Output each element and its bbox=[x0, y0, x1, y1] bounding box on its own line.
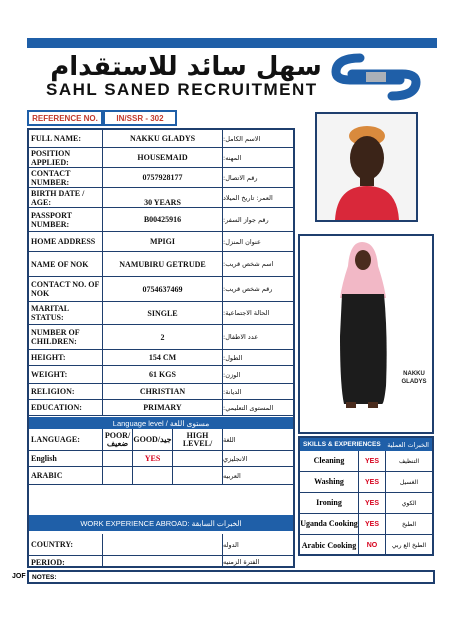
reference-label: REFERENCE NO. bbox=[27, 110, 103, 126]
info-value: NAMUBIRU GETRUDE bbox=[103, 252, 223, 276]
info-label: HEIGHT: bbox=[29, 350, 103, 365]
level-poor-value bbox=[103, 451, 133, 466]
info-label: RELIGION: bbox=[29, 384, 103, 399]
skills-header-ar: الخبرات العملية bbox=[387, 440, 429, 449]
info-value: B00425916 bbox=[103, 208, 223, 231]
info-label-ar: الديانة: bbox=[223, 387, 242, 396]
info-label: EDUCATION: bbox=[29, 400, 103, 415]
work-value bbox=[103, 534, 223, 555]
notes-box bbox=[27, 570, 435, 584]
skill-name: Ironing bbox=[300, 493, 359, 513]
info-row-6 bbox=[29, 252, 293, 277]
info-label: CONTACT NUMBER: bbox=[29, 168, 103, 187]
info-label-ar: رقم جواز السفر: bbox=[223, 215, 269, 224]
language-header-row bbox=[29, 429, 293, 451]
skill-row bbox=[300, 451, 432, 472]
info-row-0 bbox=[29, 130, 293, 148]
company-header bbox=[40, 50, 432, 106]
info-label: NUMBER OF CHILDREN: bbox=[29, 325, 103, 349]
info-row-2 bbox=[29, 168, 293, 188]
full-body-image bbox=[300, 236, 432, 432]
info-label-ar: المهنه: bbox=[223, 153, 242, 162]
info-label-ar: عدد الاطفال: bbox=[223, 333, 259, 341]
level-high-value bbox=[173, 451, 223, 466]
info-label-ar: المستوى التعليمي: bbox=[223, 403, 274, 412]
info-value: 61 KGS bbox=[103, 366, 223, 383]
skill-name: Arabic Cooking bbox=[300, 535, 359, 556]
info-value: 0754637469 bbox=[103, 277, 223, 301]
skill-row bbox=[300, 493, 432, 514]
info-value: PRIMARY bbox=[103, 400, 223, 415]
jof-label: JOF bbox=[12, 573, 26, 580]
info-value: 154 CM bbox=[103, 350, 223, 365]
skill-name-ar: الطبخ الع ربي bbox=[391, 542, 427, 549]
language-levels-arabic bbox=[103, 467, 223, 484]
info-label: HOME ADDRESS bbox=[29, 232, 103, 251]
skill-value: YES bbox=[359, 514, 386, 534]
info-label: BIRTH DATE / AGE: bbox=[29, 188, 103, 207]
skills-header-en: SKILLS & EXPERIENCES bbox=[303, 441, 381, 448]
work-label-ar: الدوله bbox=[223, 540, 239, 549]
skill-name: Cleaning bbox=[300, 451, 359, 471]
info-label-ar: الوزن: bbox=[223, 370, 241, 379]
language-name: ARABIC bbox=[29, 467, 103, 484]
info-row-1 bbox=[29, 148, 293, 168]
skills-table bbox=[298, 436, 434, 556]
info-label: FULL NAME: bbox=[29, 130, 103, 147]
full-body-photo bbox=[298, 234, 434, 434]
skills-header bbox=[300, 438, 432, 451]
work-row-period bbox=[29, 556, 293, 568]
info-label-ar: الطول: bbox=[223, 353, 243, 362]
language-name: English bbox=[29, 451, 103, 466]
skill-value: YES bbox=[359, 472, 386, 492]
level-poor-value bbox=[103, 467, 133, 484]
skill-name-ar: الطبخ bbox=[401, 520, 417, 528]
skill-value: NO bbox=[359, 535, 386, 556]
skill-row bbox=[300, 535, 432, 556]
info-label: PASSPORT NUMBER: bbox=[29, 208, 103, 231]
info-label-ar: عنوان المنزل: bbox=[223, 237, 261, 246]
language-name-ar: الانجليزي bbox=[223, 454, 248, 463]
skill-name-ar: الكوي bbox=[401, 499, 417, 507]
skill-name-ar: الغسيل bbox=[399, 478, 419, 486]
info-value: MPIGI bbox=[103, 232, 223, 251]
level-high-value bbox=[173, 467, 223, 484]
skill-row bbox=[300, 514, 432, 535]
language-band: Language level / مستوى اللغة bbox=[29, 417, 293, 429]
info-label: NAME OF NOK bbox=[29, 252, 103, 276]
info-row-3 bbox=[29, 188, 293, 208]
language-label-ar: اللغة bbox=[223, 435, 236, 444]
info-row-9 bbox=[29, 325, 293, 350]
skill-name-ar: التنظيف bbox=[398, 457, 420, 465]
skill-name: Washing bbox=[300, 472, 359, 492]
language-name-ar: العربيه bbox=[223, 471, 241, 480]
level-good: GOOD/جيد bbox=[133, 429, 173, 450]
language-label: LANGUAGE: bbox=[29, 429, 103, 450]
language-levels bbox=[103, 429, 223, 450]
info-label-ar: رقم الاتصال: bbox=[223, 173, 258, 182]
info-value: 30 YEARS bbox=[103, 188, 223, 207]
info-row-11 bbox=[29, 366, 293, 384]
photo-caption: NAKKU GLADYS bbox=[401, 371, 427, 385]
info-row-5 bbox=[29, 232, 293, 252]
company-logo-icon bbox=[330, 50, 422, 104]
info-label: WEIGHT: bbox=[29, 366, 103, 383]
reference-value: IN/SSR - 302 bbox=[103, 110, 177, 126]
skill-value: YES bbox=[359, 451, 386, 471]
work-label: COUNTRY: bbox=[29, 534, 103, 555]
level-good-value: YES bbox=[133, 451, 173, 466]
company-name-english: SAHL SANED RECRUITMENT bbox=[46, 80, 318, 99]
notes-label: NOTES: bbox=[32, 573, 57, 581]
level-poor: POOR/ضعيف bbox=[103, 429, 133, 450]
info-label-ar: الاسم الكامل: bbox=[223, 134, 261, 143]
info-row-12 bbox=[29, 384, 293, 400]
personal-info-table bbox=[27, 128, 295, 568]
skill-name: Uganda Cooking bbox=[300, 514, 359, 534]
skill-value: YES bbox=[359, 493, 386, 513]
reference-row bbox=[27, 110, 177, 126]
work-experience-band: WORK EXPERIENCE ABROAD: الخبرات السابقة bbox=[29, 515, 293, 531]
info-label-ar: العمر: تاريخ الميلاد bbox=[223, 193, 273, 202]
language-row-english bbox=[29, 451, 293, 467]
work-row-country bbox=[29, 534, 293, 556]
info-row-10 bbox=[29, 350, 293, 366]
work-value bbox=[103, 556, 223, 568]
info-row-4 bbox=[29, 208, 293, 232]
info-value: SINGLE bbox=[103, 302, 223, 324]
info-label-ar: رقم شخص قريب: bbox=[223, 285, 273, 293]
portrait-photo bbox=[315, 112, 418, 222]
info-row-13 bbox=[29, 400, 293, 416]
info-row-7 bbox=[29, 277, 293, 302]
language-row-arabic bbox=[29, 467, 293, 485]
top-accent-bar bbox=[27, 38, 437, 48]
level-high: HIGH LEVEL/ bbox=[173, 429, 223, 450]
info-label: MARITAL STATUS: bbox=[29, 302, 103, 324]
work-label: PERIOD: bbox=[29, 556, 103, 568]
skill-row bbox=[300, 472, 432, 493]
language-levels-english bbox=[103, 451, 223, 466]
info-row-8 bbox=[29, 302, 293, 325]
info-value: CHRISTIAN bbox=[103, 384, 223, 399]
work-label-ar: الفترة الزمنيه bbox=[223, 558, 260, 566]
info-value: NAKKU GLADYS bbox=[103, 130, 223, 147]
portrait-image bbox=[317, 114, 416, 220]
info-label: CONTACT NO. OF NOK bbox=[29, 277, 103, 301]
company-name-arabic: سهل سائد للاستقدام bbox=[50, 52, 322, 82]
info-label-ar: اسم شخص قريب: bbox=[223, 260, 274, 268]
info-label: POSITION APPLIED: bbox=[29, 148, 103, 167]
info-value: 2 bbox=[103, 325, 223, 349]
level-good-value bbox=[133, 467, 173, 484]
info-value: HOUSEMAID bbox=[103, 148, 223, 167]
info-label-ar: الحالة الاجتماعية: bbox=[223, 309, 270, 317]
info-value: 0757928177 bbox=[103, 168, 223, 187]
